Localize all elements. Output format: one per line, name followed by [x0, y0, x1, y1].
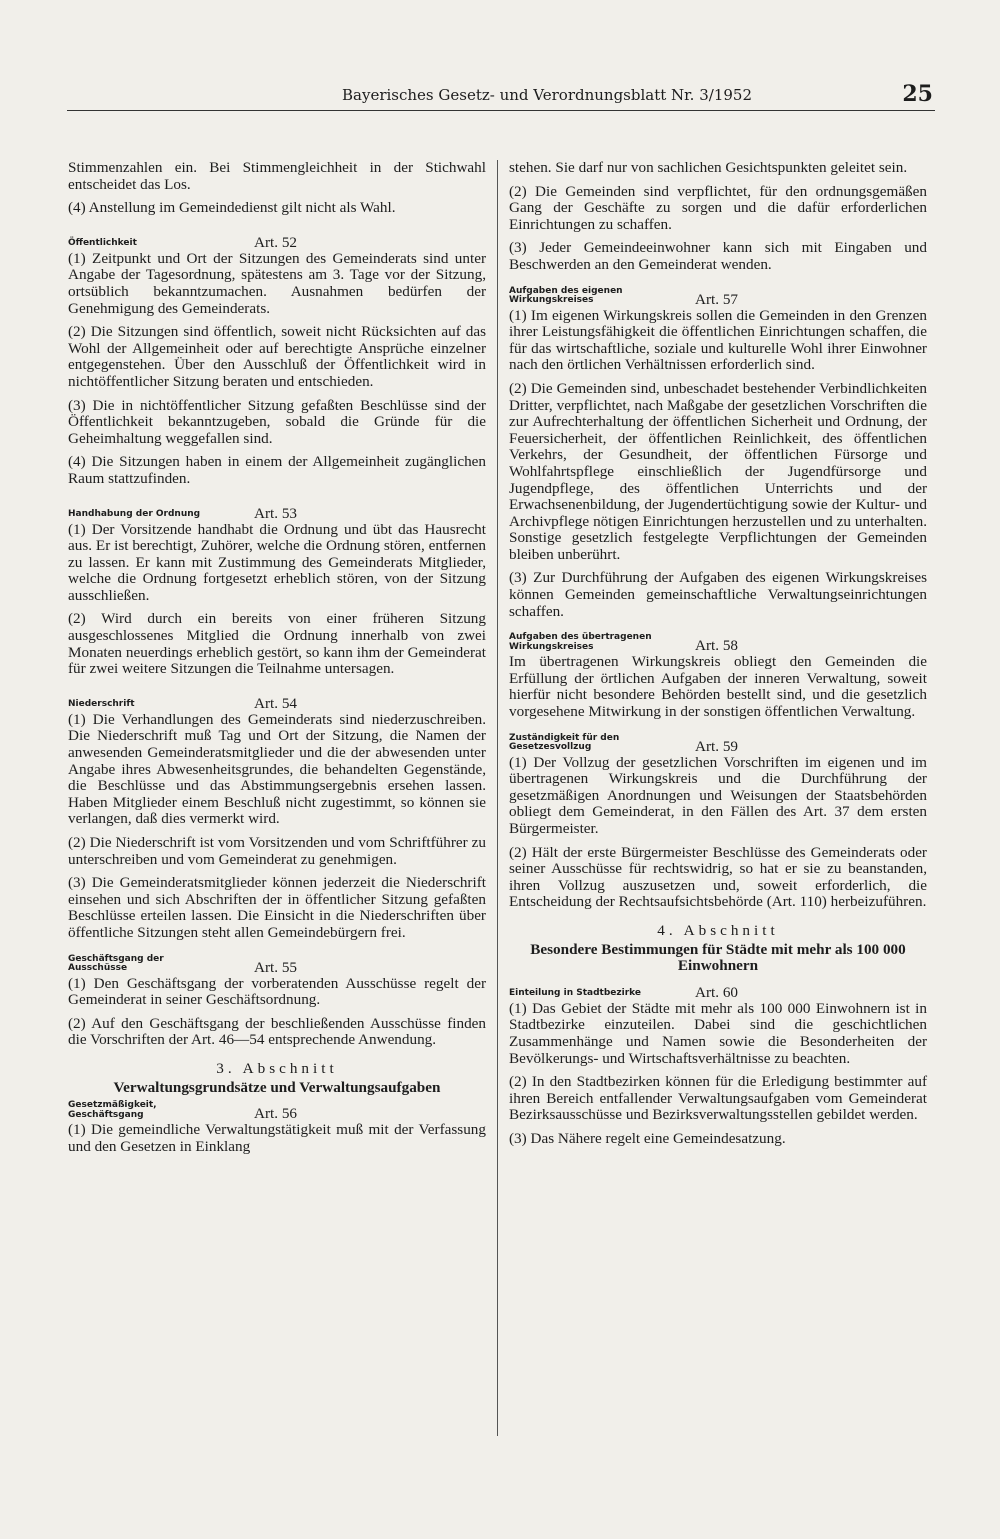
side-label: Einteilung in Stadtbezirke [509, 988, 641, 999]
side-label: Aufgaben des eigenen Wirkungskreises [509, 285, 623, 306]
page-number: 25 [902, 81, 933, 107]
article-number: Art. 60 [695, 983, 739, 1001]
article-heading [68, 690, 486, 712]
gazette-title: Bayerisches Gesetz- und Verordnungsblatt Nr. 3/1952 [342, 86, 752, 104]
side-label: Gesetzmäßigkeit, Geschäftsgang [68, 1100, 157, 1120]
paragraph: (4) Anstellung im Gemeindedienst gilt nicht als Wahl. [68, 199, 396, 217]
article-heading [509, 733, 927, 755]
paragraph: (4) Die Sitzungen haben in einem der Allgemeinheit zugänglichen Raum stattzufinden. [68, 453, 486, 487]
side-label: Geschäftsgang der Ausschüsse [68, 953, 164, 974]
paragraph: (1) Den Geschäftsgang der vorberatenden Ausschüsse regelt der Gemeinderat in seiner Geschäftsordnung. [68, 974, 486, 1009]
section-heading: 4. Abschnitt [657, 921, 779, 939]
side-label: Öffentlichkeit [68, 238, 137, 249]
side-label: Aufgaben des übertragenen Wirkungskreises [509, 632, 652, 652]
side-label: Niederschrift [68, 699, 135, 710]
paragraph: (3) Die in nichtöffentlicher Sitzung gefaßten Beschlüsse sind der Öffentlichkeit bekanntzugeben, sobald die Gründe für die Geheimhaltung weggefallen sind. [68, 396, 486, 447]
paragraph: (2) Die Gemeinden sind verpflichtet, für den ordnungsgemäßen Gang der Geschäfte zu sorgen und die dafür erforderlichen Einrichtungen zu schaffen. [509, 182, 927, 233]
paragraph: (3) Zur Durchführung der Aufgaben des eigenen Wirkungskreises können Gemeinden gemeinschaftliche Verwaltungseinrichtungen schaffen. [509, 569, 927, 620]
article-number: Art. 52 [254, 233, 298, 251]
section-heading: 3. Abschnitt [216, 1059, 338, 1077]
left-column [68, 160, 486, 1162]
article-heading [509, 286, 927, 308]
article-number: Art. 54 [254, 694, 298, 712]
paragraph: (2) In den Stadtbezirken können für die Erledigung bestimmter auf ihren Bereich entfallender Verwaltungsaufgaben vom Gemeinderat Bezirksausschüsse und Bezirksverwaltungsstellen gebildet werden. [509, 1073, 927, 1124]
article-number: Art. 53 [254, 504, 298, 522]
paragraph: (1) Die Verhandlungen des Gemeinderats sind niederzuschreiben. Die Niederschrift muß Tag und Ort der Sitzung, die Namen der anwesenden Gemeinderatsmitglieder und die der abwesenden unter Angabe ihres Abwesenheitsgrundes, die behandelten Gegenstände, die Beschlüsse und das Abstimmungsergebnis ersehen lassen. Haben Mitglieder einem Beschluß nicht zugestimmt, so können sie verlangen, daß dies vermerkt wird. [68, 710, 486, 828]
paragraph: (1) Der Vollzug der gesetzlichen Vorschriften im eigenen und im übertragenen Wirkungskreis und die Durchführung der gesetzmäßigen Anordnungen und Weisungen der Staatsbehörden obliegt dem Gemeinderat, in den Fällen des Art. 37 dem ersten Bürgermeister. [509, 753, 927, 837]
section-title: Besondere Bestimmungen für Städte mit mehr als 100 000 Einwohnern [530, 940, 906, 975]
paragraph: (2) Die Sitzungen sind öffentlich, soweit nicht Rücksichten auf das Wohl der Allgemeinheit oder auf berechtigte Ansprüche einzelner entgegenstehen. Über den Ausschluß der Öffentlichkeit wird in nichtöffentlicher Sitzung beraten und entschieden. [68, 323, 486, 390]
paragraph: (3) Das Nähere regelt eine Gemeindesatzung. [509, 1129, 786, 1147]
article-heading [68, 500, 486, 522]
paragraph: (1) Die gemeindliche Verwaltungstätigkeit muß mit der Verfassung und den Gesetzen in Einklang [68, 1121, 486, 1155]
article-heading [68, 954, 486, 976]
running-header [67, 81, 935, 111]
paragraph: (3) Jeder Gemeindeeinwohner kann sich mit Eingaben und Beschwerden an den Gemeinderat wenden. [509, 239, 927, 273]
paragraph: (2) Hält der erste Bürgermeister Beschlüsse des Gemeinderats oder seiner Ausschüsse für rechtswidrig, so hat er sie zu beanstanden, ihren Vollzug auszusetzen und, soweit erforderlich, die Entscheidung der Rechtsaufsichtsbehörde (Art. 110) herbeizuführen. [509, 843, 927, 911]
paragraph: (1) Im eigenen Wirkungskreis sollen die Gemeinden in den Grenzen ihrer Leistungsfähigkeit die öffentlichen Einrichtungen schaffen, die für das wirtschaftliche, soziale und kulturelle Wohl ihrer Einwohner nach den örtlichen Verhältnissen erforderlich sind. [509, 306, 927, 374]
article-heading [509, 632, 927, 654]
paragraph: Stimmenzahlen ein. Bei Stimmengleichheit in der Stichwahl entscheidet das Los. [68, 159, 486, 193]
paragraph: (2) Die Gemeinden sind, unbeschadet bestehender Verbindlichkeiten Dritter, verpflichtet, nach Maßgabe der gesetzlichen Vorschriften die zur Aufrechterhaltung der öffentlichen Sicherheit und Ordnung, der Feuersicherheit, der öffentlichen Reinlichkeit, des öffentlichen Verkehrs, der Gesundheit, der öffentlichen Fürsorge und Wohlfahrtspflege einschließlich der Jugendfürsorge und Jugendpflege, des öffentlichen Unterrichts und der Erwachsenenbildung, der Jugendertüchtigung sowie der Kultur- und Archivpflege nötigen Einrichtungen herzustellen und zu unterhalten. Sonstige gesetzlich festgelegte Verpflichtungen der Gemeinden bleiben unberührt. [509, 379, 927, 563]
section-title: Verwaltungsgrundsätze und Verwaltungsaufgaben [113, 1078, 441, 1096]
article-number: Art. 57 [695, 290, 739, 308]
article-heading [509, 979, 927, 1001]
article-number: Art. 55 [254, 958, 298, 976]
paragraph: (3) Die Gemeinderatsmitglieder können jederzeit die Niederschrift einsehen und sich Abschriften der in öffentlicher Sitzung gefaßten Beschlüsse erteilen lassen. Die Einsicht in die Niederschriften über öffentliche Sitzungen steht allen Gemeindebürgern frei. [68, 874, 486, 941]
paragraph: stehen. Sie darf nur von sachlichen Gesichtspunkten geleitet sein. [509, 159, 908, 176]
article-heading [68, 1100, 486, 1122]
paragraph: (1) Zeitpunkt und Ort der Sitzungen des Gemeinderats sind unter Angabe der Tagesordnung, spätestens am 3. Tage vor der Sitzung, ortsüblich bekanntzumachen. Ausnahmen bedürfen der Genehmigung des Gemeinderats. [68, 249, 486, 317]
paragraph: Im übertragenen Wirkungskreis obliegt den Gemeinden die Erfüllung der örtlichen Aufgaben der inneren Verwaltung, soweit hierfür nicht besondere Behörden bestellt sind, und die gesetzlich vorgesehene Mitwirkung in der sonstigen öffentlichen Verwaltung. [509, 653, 927, 721]
paragraph: (2) Wird durch ein bereits von einer früheren Sitzung ausgeschlossenes Mitglied die Ordnung innerhalb von zwei Monaten neuerdings erheblich gestört, so kann ihm der Gemeinderat für zwei weitere Sitzungen die Teilnahme untersagen. [68, 610, 486, 678]
paragraph: (2) Die Niederschrift ist vom Vorsitzenden und vom Schriftführer zu unterschreiben und vom Gemeinderat zu genehmigen. [68, 834, 486, 868]
side-label: Handhabung der Ordnung [68, 509, 201, 519]
paragraph: (1) Der Vorsitzende handhabt die Ordnung und übt das Hausrecht aus. Er ist berechtigt, Zuhörer, welche die Ordnung stören, entfernen zu lassen. Er kann mit Zustimmung des Gemeinderats Mitglieder, welche die Ordnung fortgesetzt erheblich stören, von der Sitzung ausschließen. [68, 520, 486, 604]
article-number: Art. 58 [695, 637, 739, 655]
column-divider [497, 160, 498, 1436]
side-label: Zuständigkeit für den Gesetzesvollzug [509, 732, 620, 753]
paragraph: (2) Auf den Geschäftsgang der beschließenden Ausschüsse finden die Vorschriften der Art. 46—54 entsprechende Anwendung. [68, 1014, 486, 1049]
article-number: Art. 56 [254, 1105, 298, 1123]
right-column [509, 160, 927, 1155]
article-number: Art. 59 [695, 737, 739, 755]
article-heading [68, 229, 486, 251]
paragraph: (1) Das Gebiet der Städte mit mehr als 100 000 Einwohnern ist in Stadtbezirke einzuteilen. Dabei sind die geschichtlichen Zusammenhänge und Namen sowie die Besonderheiten der Bevölkerungs- und Wirtschaftsverhältnisse zu beachten. [509, 999, 927, 1067]
